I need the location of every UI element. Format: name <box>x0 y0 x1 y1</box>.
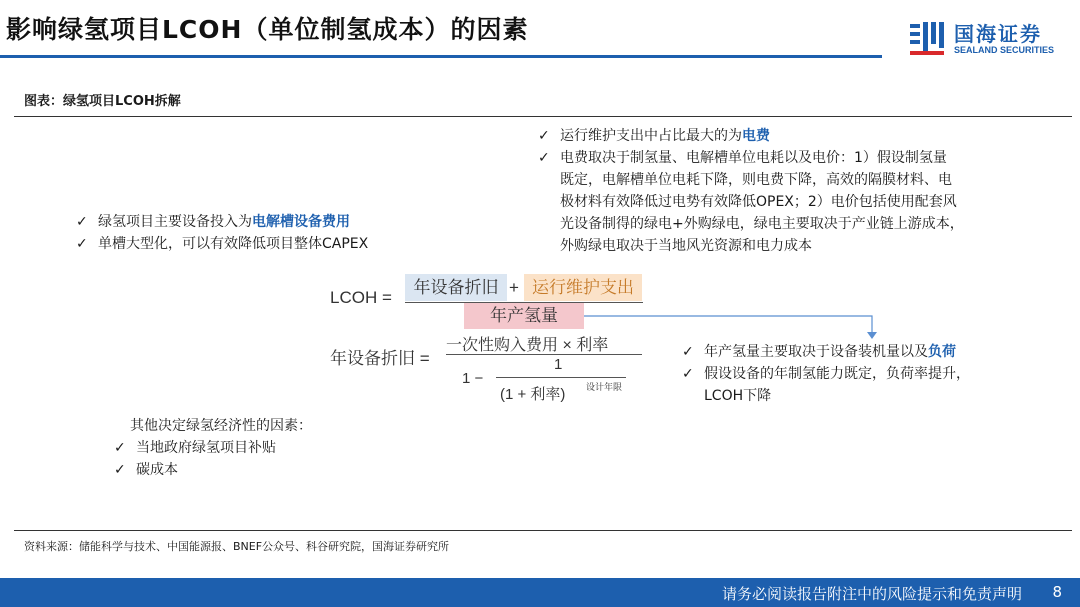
plus-sign: + <box>509 278 519 297</box>
list-item <box>76 233 496 255</box>
footer-bar <box>0 578 1080 607</box>
check-icon: ✓ <box>682 344 694 360</box>
note-line: 假设设备的年制氢能力既定，负荷率提升， <box>704 366 970 382</box>
fraction-bar <box>446 354 642 355</box>
hydrogen-output-notes <box>682 341 1072 407</box>
check-icon: ✓ <box>76 236 88 252</box>
check-icon: ✓ <box>538 128 550 144</box>
capex-notes <box>76 211 496 255</box>
other-factors <box>130 415 450 437</box>
one-minus: 1 − <box>462 370 484 387</box>
depreciation-term: 年设备折旧 <box>405 274 507 301</box>
highlight-text: 负荷 <box>928 344 956 360</box>
logo-text-cn: 国海证券 <box>954 22 1042 46</box>
other-factors-list <box>114 437 434 481</box>
factor-text: 当地政府绿氢项目补贴 <box>136 440 276 456</box>
slide-title: 影响绿氢项目LCOH（单位制氢成本）的因素 <box>6 15 529 44</box>
depreciation-numerator: 一次性购入费用 × 利率 <box>446 337 609 354</box>
exponent-design-life: 设计年限 <box>586 382 623 392</box>
note-line: LCOH下降 <box>704 388 772 404</box>
inner-fraction-bar <box>496 377 626 378</box>
note-line: 极材料有效降低过电势有效降低OPEX；2）电价包括使用配套风 <box>560 194 957 210</box>
highlight-text: 电解槽设备费用 <box>252 214 350 230</box>
figure-label: 图表：绿氢项目LCOH拆解 <box>24 94 181 109</box>
note-text: 年产氢量主要取决于设备装机量以及 <box>704 344 928 360</box>
figure-bottom-rule <box>14 530 1072 531</box>
note-line: 既定，电解槽单位电耗下降，则电费下降，高效的隔膜材料、电 <box>560 172 952 188</box>
note-line: 电费取决于制氢量、电解槽单位电耗以及电价：1）假设制氢量 <box>560 150 947 166</box>
check-icon: ✓ <box>76 214 88 230</box>
opex-term: 运行维护支出 <box>524 274 642 301</box>
note-line: 外购绿电取决于当地风光资源和电力成本 <box>560 238 812 254</box>
note-line: 光设备制得的绿电+外购绿电，绿电主要取决于产业链上游成本， <box>560 216 964 232</box>
other-factors-heading: 其他决定绿氢经济性的因素： <box>130 418 312 434</box>
note-text: 绿氢项目主要设备投入为 <box>98 214 252 230</box>
electricity-notes <box>538 125 1068 257</box>
list-item <box>682 363 1072 407</box>
check-icon: ✓ <box>538 150 550 166</box>
list-item <box>538 125 1068 147</box>
check-icon: ✓ <box>114 462 126 478</box>
annual-hydrogen-term: 年产氢量 <box>464 303 584 329</box>
highlight-text: 电费 <box>742 128 770 144</box>
list-item <box>682 341 1072 363</box>
title-divider <box>0 55 882 58</box>
source-note: 资料来源：储能科学与技术、中国能源报、BNEF公众号、科谷研究院，国海证券研究所 <box>24 540 450 553</box>
lcoh-label: LCOH = <box>330 288 392 307</box>
note-text: 单槽大型化，可以有效降低项目整体CAPEX <box>98 236 369 252</box>
list-item <box>538 147 1068 257</box>
disclaimer-text: 请务必阅读报告附注中的风险提示和免责声明 <box>721 585 1022 603</box>
list-item <box>114 459 434 481</box>
company-logo <box>908 18 1060 60</box>
page-number: 8 <box>1052 583 1062 601</box>
list-item <box>114 437 434 459</box>
list-item <box>76 211 496 233</box>
depreciation-label: 年设备折旧 = <box>330 349 430 368</box>
check-icon: ✓ <box>682 366 694 382</box>
figure-top-rule <box>14 116 1072 117</box>
note-text: 运行维护支出中占比最大的为 <box>560 128 742 144</box>
inner-numerator: 1 <box>554 356 563 373</box>
factor-text: 碳成本 <box>136 462 178 478</box>
logo-text-en: SEALAND SECURITIES <box>954 45 1055 55</box>
connector-arrow-icon <box>584 310 884 340</box>
sealand-logo-icon <box>908 18 948 58</box>
inner-denominator: (1 + 利率) <box>500 386 566 403</box>
check-icon: ✓ <box>114 440 126 456</box>
